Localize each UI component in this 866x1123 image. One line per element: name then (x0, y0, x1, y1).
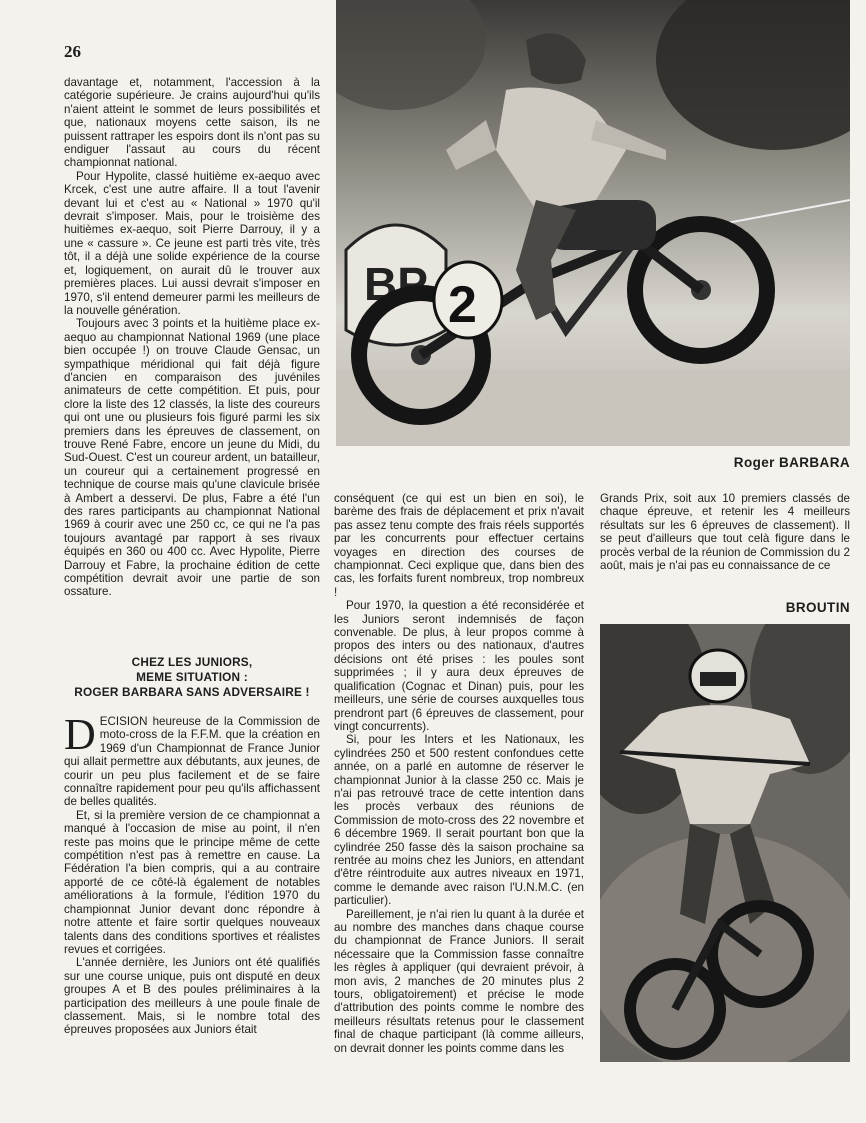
paragraph: Pour 1970, la question a été reconsidérée et les Juniors seront indemnisés de façon convenable. De plus, à leur propos comme à propos des inters ou des nationaux, d'autres décisions ont été prises : les poules sont supprimées ; il y aura deux épreuves de qualification (Cognac et Dinan) puis, pour les meilleurs, une série de courses auxquelles tous prendront part (6 épreuves de classement, pour vingt concurrents). (334, 599, 584, 733)
paragraph: conséquent (ce qui est un bien en soi), le barème des frais de déplacement et prix n'avait pas assez tenu compte des frais réels supportés par les concurrents pour effectuer certains voyages en direction des courses de championnat. Ceci explique que, dans bien des cas, les forfaits furent nombreux, trop nombreux ! (334, 492, 584, 599)
paragraph: davantage et, notamment, l'accession à la catégorie supérieure. Je crains aujourd'hui qu'ils n'aient atteint le sommet de leurs possibilités et que, nationaux moyens cette saison, ils ne puissent rattraper les espoirs dont ils n'ont pas su endiguer l'assaut au cours du récent championnat national. (64, 76, 320, 170)
motocross-rider-illustration (600, 624, 850, 1062)
section-heading (64, 655, 320, 700)
paragraph: Grands Prix, soit aux 10 premiers classés de chaque épreuve, et retenir les 4 meilleurs résultats sur les 6 épreuves de classement). Il se peut d'ailleurs que tout celà figure dans le procès verbal de la réunion de Commission du 2 août, mais je n'ai pas eu connaissance de ce (600, 492, 850, 573)
column-1 (64, 76, 320, 599)
paragraph-text: ECISION heureuse de la Commission de moto-cross de la F.F.M. que la création en 1969 d'un Championnat de France Junior qui allait permettre aux débutants, aux jeunes, de courir un peu plus facilement et de se faire connaître rapidement pour peu qu'ils affichassent de belles qualités. (64, 715, 320, 809)
paragraph: Pour Hypolite, classé huitième ex-aequo avec Krcek, c'est une autre affaire. Il a tout l'avenir devant lui et c'est au « National » 1970 qu'il devrait s'imposer. Mais, pour le troisième des huitièmes ex-aequo, soit Pierre Darrouy, il y a une « cassure ». Ce jeune est parti très vite, très tôt, il a déjà une solide expérience de la course et, logiquement, on aurait dû le trouver aux premières places. Lui aussi devrait s'imposer en 1970, s'il entend demeurer parmi les meilleurs de la nouvelle génération. (64, 169, 320, 317)
paragraph: Et, si la première version de ce championnat a manqué à l'occasion de mise au point, il n'en reste pas moins que le principe même de cette compétition n'est pas à remettre en cause. La Fédération l'a bien compris, qui a au contraire apporté de ce côté-là également de notables améliorations à la formule, l'édition 1970 du championnat Junior devant donc répondre à notre attente et faire sortir quelques nouveaux talents dans des conditions sportives et réalistes revues et corrigées. (64, 808, 320, 956)
paragraph-with-dropcap (64, 710, 320, 809)
photo-roger-barbara (336, 0, 850, 446)
column-2 (334, 492, 584, 1055)
paragraph: Toujours avec 3 points et la huitième place ex-aequo au championnat National 1969 (une place bien occupée !) on trouve Claude Gensac, un sympathique méridional qui fait déjà figure d'ancien en comparaison des juvéniles animateurs de cette compétition. Et puis, pour clore la liste des 12 classés, la liste des coureurs qui ont une ou plusieurs fois figuré parmi les six premiers dans les épreuves de classement, on trouve René Fabre, encore un jeune du Midi, du Sud-Ouest. C'est un coureur ardent, un batailleur, un coureur qui a certainement progressé en technique de course mais qu'une clavicule brisée à Ambert a desservi. De plus, Fabre a été l'un des rares participants au championnat National 1969 à courir avec une 250 cc, ce qui ne l'a pas toujours avantagé par rapport à ses rivaux équipés en 360 ou 400 cc. Avec Hypolite, Pierre Darrouy et Fabre, la prochaine édition de cette compétition devrait avoir une partie de son ossature. (64, 317, 320, 599)
page-number: 26 (64, 42, 81, 61)
heading-line-2: MEME SITUATION : (136, 670, 248, 684)
heading-line-1: CHEZ LES JUNIORS, (131, 655, 253, 669)
photo-caption-1: Roger BARBARA (733, 455, 850, 470)
paragraph: L'année dernière, les Juniors ont été qualifiés sur une course unique, puis ont disputé en deux groupes A et B des poules préliminaires à la participation des meilleurs à une poule finale de classement. Mais, si le nombre total des épreuves proposées aux Juniors était (64, 956, 320, 1037)
paragraph: Pareillement, je n'ai rien lu quant à la durée et au nombre des manches dans chaque course du championnat de France Juniors. Il serait nécessaire que la Commission fasse connaître les règles à appliquer (qui devraient prévoir, à mon avis, 2 manches de 20 minutes plus 2 tours, obligatoirement) et précise le mode d'attribution des points comme le nombre des meilleurs résultats retenus pour le classement final de chaque participant (là comme ailleurs, on devrait donner les points comme dans les (334, 907, 584, 1055)
paragraph: Si, pour les Inters et les Nationaux, les cylindrées 250 et 500 restent confondues cette année, on a parlé en automne de réserver le championnat Junior à la classe 250 cc. Mais je n'ai pas retrouvé trace de cette intention dans les procès verbaux des réunions de Commission de moto-cross des 22 novembre et 6 décembre 1969. Il serait pourtant bon que la cylindrée 250 fasse dès la saison prochaine sa rentrée au moins chez les Juniors, en attendant d'être réintroduite aux autres niveaux en 1971, comme le demande avec raison l'U.N.M.C. (en particulier). (334, 733, 584, 908)
column-3 (600, 492, 850, 572)
drop-cap: D (64, 710, 96, 759)
plate-number: 2 (448, 276, 477, 334)
motocross-jump-illustration (336, 0, 850, 446)
heading-line-3: ROGER BARBARA SANS ADVERSAIRE ! (74, 685, 310, 699)
photo-caption-2: BROUTIN (785, 600, 850, 615)
banner-text: BP (364, 258, 428, 310)
column-1-section (64, 710, 320, 1037)
photo-broutin (600, 624, 850, 1062)
